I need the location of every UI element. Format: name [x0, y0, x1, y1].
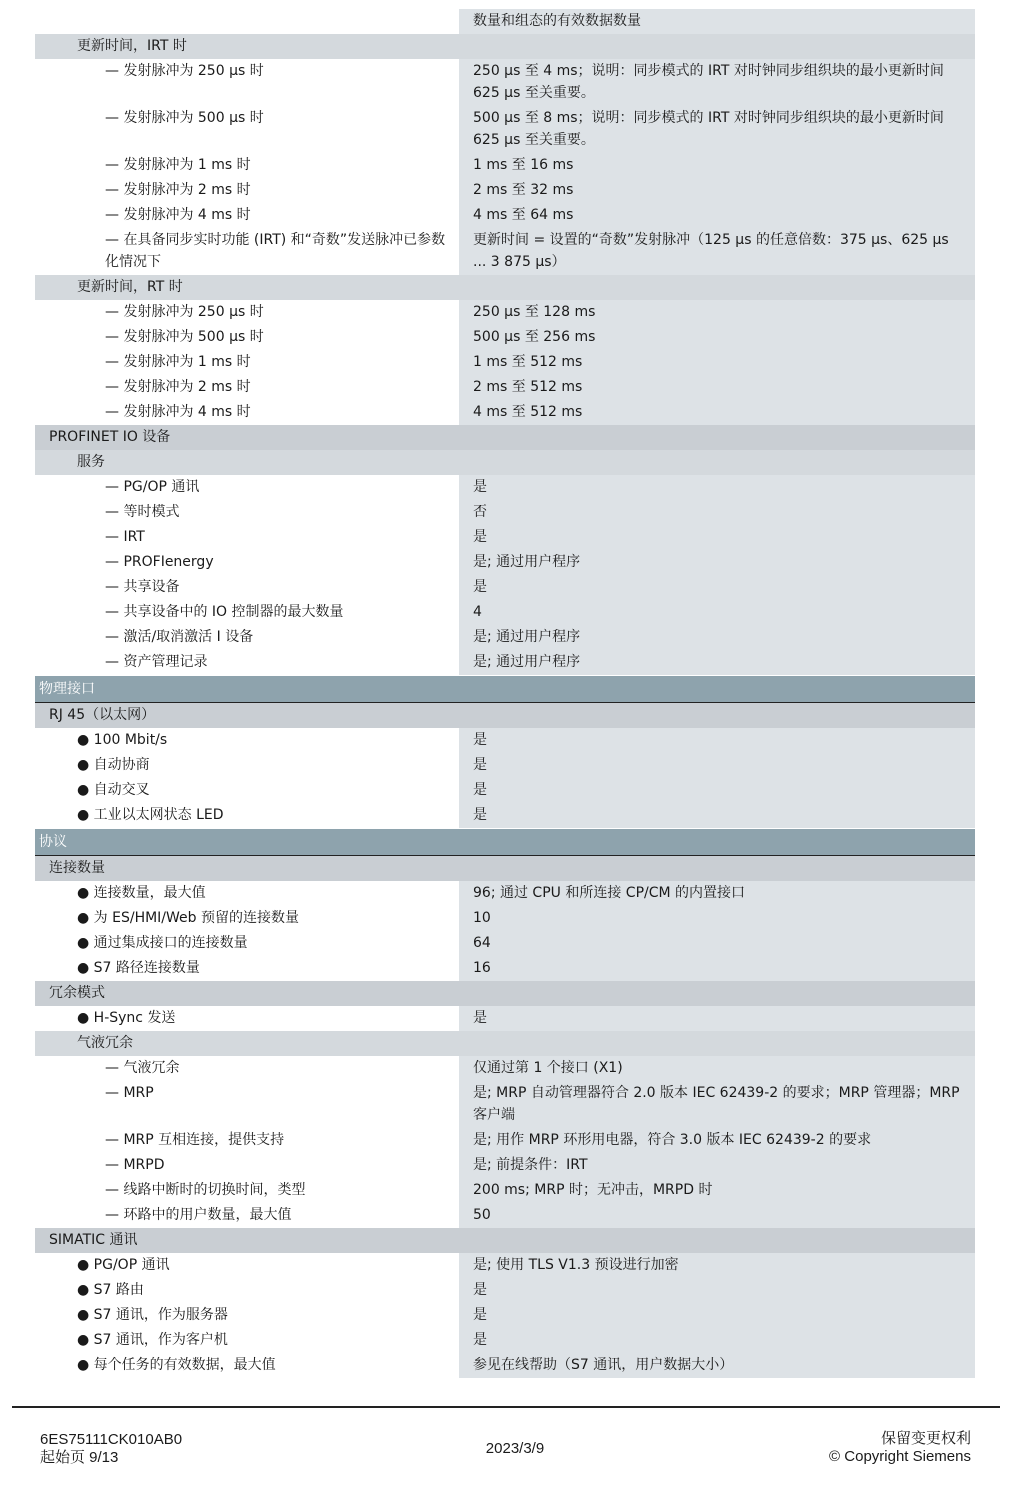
- spec-label: — IRT: [105, 529, 145, 545]
- spec-row: [35, 59, 975, 106]
- spec-row: [35, 203, 975, 228]
- spec-row: [35, 625, 975, 650]
- spec-value: 是: [459, 575, 975, 600]
- group-header: [35, 1228, 975, 1253]
- spec-row: [35, 9, 975, 34]
- spec-value: 4 ms 至 512 ms: [459, 400, 975, 425]
- group-header: [35, 856, 975, 881]
- footer-right: [829, 1430, 971, 1466]
- spec-value: 500 µs 至 256 ms: [459, 325, 975, 350]
- group-label: 服务: [77, 454, 105, 470]
- spec-row: [35, 325, 975, 350]
- spec-row: [35, 1128, 975, 1153]
- spec-label: [35, 9, 459, 34]
- copyright-notice: © Copyright Siemens: [829, 1448, 971, 1465]
- spec-label: ● 100 Mbit/s: [77, 732, 168, 748]
- spec-label: ● S7 路径连接数量: [77, 960, 200, 976]
- spec-value: 250 µs 至 4 ms；说明：同步模式的 IRT 对时钟同步组织块的最小更新时间 625 µs 至关重要。: [459, 59, 975, 106]
- spec-row: [35, 575, 975, 600]
- spec-label: — 激活/取消激活 I 设备: [105, 629, 254, 645]
- spec-label: — 发射脉冲为 250 µs 时: [105, 304, 264, 320]
- spec-row: [35, 1328, 975, 1353]
- spec-label: ● H-Sync 发送: [77, 1010, 176, 1026]
- spec-value: 更新时间 = 设置的“奇数”发射脉冲（125 µs 的任意倍数：375 µs、625 µs ... 3 875 µs）: [459, 228, 975, 275]
- spec-label: ● PG/OP 通讯: [77, 1257, 170, 1273]
- group-header: [35, 703, 975, 728]
- spec-row: [35, 228, 975, 275]
- spec-value: 参见在线帮助（S7 通讯，用户数据大小）: [459, 1353, 975, 1378]
- spec-label: — 线路中断时的切换时间，类型: [105, 1182, 306, 1198]
- spec-value: 是: [459, 1303, 975, 1328]
- subgroup-header: [35, 275, 975, 300]
- spec-value: 是: [459, 525, 975, 550]
- spec-value: 是; 前提条件：IRT: [459, 1153, 975, 1178]
- spec-value: 是; MRP 自动管理器符合 2.0 版本 IEC 62439-2 的要求；MRP 管理器；MRP 客户端: [459, 1081, 975, 1128]
- spec-label: — 共享设备: [105, 579, 180, 595]
- spec-row: [35, 803, 975, 828]
- spec-label: — 发射脉冲为 250 µs 时: [105, 63, 264, 79]
- spec-row: [35, 1006, 975, 1031]
- spec-value: 500 µs 至 8 ms；说明：同步模式的 IRT 对时钟同步组织块的最小更新时间 625 µs 至关重要。: [459, 106, 975, 153]
- section-header: 物理接口: [35, 676, 975, 703]
- spec-value: 64: [459, 931, 975, 956]
- spec-label: — 发射脉冲为 4 ms 时: [105, 404, 251, 420]
- spec-label: — 发射脉冲为 1 ms 时: [105, 354, 251, 370]
- spec-value: 1 ms 至 16 ms: [459, 153, 975, 178]
- group-header: [35, 425, 975, 450]
- spec-value: 250 µs 至 128 ms: [459, 300, 975, 325]
- spec-row: [35, 153, 975, 178]
- spec-value: 是: [459, 728, 975, 753]
- spec-value: 是; 通过用户程序: [459, 650, 975, 675]
- spec-value: 仅通过第 1 个接口 (X1): [459, 1056, 975, 1081]
- section-header: 协议: [35, 829, 975, 856]
- spec-row: [35, 475, 975, 500]
- spec-label: — 环路中的用户数量，最大值: [105, 1207, 292, 1223]
- spec-row: [35, 906, 975, 931]
- group-label: 更新时间，IRT 时: [77, 38, 187, 54]
- spec-label: — 共享设备中的 IO 控制器的最大数量: [105, 604, 344, 620]
- spec-value: 16: [459, 956, 975, 981]
- order-number: 6ES75111CK010AB0: [40, 1431, 183, 1448]
- spec-label: ● S7 通讯，作为客户机: [77, 1332, 228, 1348]
- spec-value: 是: [459, 803, 975, 828]
- spec-value: 是: [459, 475, 975, 500]
- spec-value: 是: [459, 753, 975, 778]
- spec-row: [35, 778, 975, 803]
- rights-notice: 保留变更权利: [880, 1430, 971, 1447]
- spec-value: 1 ms 至 512 ms: [459, 350, 975, 375]
- spec-label: — 发射脉冲为 1 ms 时: [105, 157, 251, 173]
- spec-value: 2 ms 至 512 ms: [459, 375, 975, 400]
- group-label: SIMATIC 通讯: [49, 1232, 138, 1248]
- group-label: RJ 45（以太网）: [49, 707, 156, 723]
- spec-label: ● 每个任务的有效数据，最大值: [77, 1357, 276, 1373]
- spec-value: 2 ms 至 32 ms: [459, 178, 975, 203]
- spec-label: ● S7 路由: [77, 1282, 144, 1298]
- spec-label: — 资产管理记录: [105, 654, 208, 670]
- subgroup-header: [35, 450, 975, 475]
- spec-label: — MRP: [105, 1085, 154, 1101]
- spec-label: — 发射脉冲为 4 ms 时: [105, 207, 251, 223]
- spec-value: 是; 通过用户程序: [459, 550, 975, 575]
- spec-row: [35, 1353, 975, 1378]
- spec-row: [35, 753, 975, 778]
- spec-row: [35, 1303, 975, 1328]
- spec-row: [35, 956, 975, 981]
- spec-label: ● S7 通讯，作为服务器: [77, 1307, 228, 1323]
- group-header: [35, 981, 975, 1006]
- spec-label: — 在具备同步实时功能 (IRT) 和“奇数”发送脉冲已参数化情况下: [105, 232, 446, 270]
- subgroup-header: [35, 34, 975, 59]
- spec-value: 数量和组态的有效数据数量: [459, 9, 975, 34]
- spec-row: [35, 525, 975, 550]
- spec-value: 是; 用作 MRP 环形用电器，符合 3.0 版本 IEC 62439-2 的要求: [459, 1128, 975, 1153]
- spec-value: 10: [459, 906, 975, 931]
- spec-label: ● 自动协商: [77, 757, 150, 773]
- spec-row: [35, 728, 975, 753]
- spec-row: [35, 1153, 975, 1178]
- spec-value: 否: [459, 500, 975, 525]
- spec-label: ● 工业以太网状态 LED: [77, 807, 224, 823]
- spec-value: 是: [459, 778, 975, 803]
- spec-value: 是: [459, 1328, 975, 1353]
- group-label: 冗余模式: [49, 985, 105, 1001]
- spec-row: [35, 1081, 975, 1128]
- spec-row: [35, 600, 975, 625]
- subgroup-header: [35, 1031, 975, 1056]
- spec-label: — MRPD: [105, 1157, 165, 1173]
- group-label: 更新时间，RT 时: [77, 279, 183, 295]
- group-label: PROFINET IO 设备: [49, 429, 171, 445]
- spec-value: 是; 通过用户程序: [459, 625, 975, 650]
- spec-label: ● 自动交叉: [77, 782, 150, 798]
- spec-value: 4 ms 至 64 ms: [459, 203, 975, 228]
- spec-label: — 发射脉冲为 2 ms 时: [105, 182, 251, 198]
- spec-row: [35, 400, 975, 425]
- group-label: 气液冗余: [77, 1035, 133, 1051]
- spec-row: [35, 106, 975, 153]
- spec-label: — PG/OP 通讯: [105, 479, 200, 495]
- spec-label: — 发射脉冲为 500 µs 时: [105, 110, 264, 126]
- spec-label: ● 通过集成接口的连接数量: [77, 935, 248, 951]
- spec-row: [35, 178, 975, 203]
- spec-label: — 发射脉冲为 2 ms 时: [105, 379, 251, 395]
- page-number: 起始页 9/13: [40, 1449, 119, 1466]
- spec-label: — 等时模式: [105, 504, 180, 520]
- spec-row: [35, 375, 975, 400]
- spec-value: 4: [459, 600, 975, 625]
- spec-row: [35, 550, 975, 575]
- spec-table: [35, 9, 975, 1378]
- spec-row: [35, 1203, 975, 1228]
- spec-row: [35, 300, 975, 325]
- spec-label: ● 连接数量，最大值: [77, 885, 206, 901]
- spec-label: — 气液冗余: [105, 1060, 180, 1076]
- group-label: 连接数量: [49, 860, 105, 876]
- spec-row: [35, 1056, 975, 1081]
- spec-row: [35, 1253, 975, 1278]
- spec-label: — PROFIenergy: [105, 554, 214, 570]
- spec-label: — 发射脉冲为 500 µs 时: [105, 329, 264, 345]
- spec-row: [35, 931, 975, 956]
- footer-date: 2023/3/9: [485, 1440, 545, 1457]
- spec-row: [35, 650, 975, 675]
- spec-value: 是: [459, 1006, 975, 1031]
- spec-value: 50: [459, 1203, 975, 1228]
- footer-divider: [12, 1406, 1000, 1408]
- spec-row: [35, 500, 975, 525]
- spec-value: 是; 使用 TLS V1.3 预设进行加密: [459, 1253, 975, 1278]
- spec-row: [35, 350, 975, 375]
- spec-value: 是: [459, 1278, 975, 1303]
- spec-row: [35, 1178, 975, 1203]
- spec-label: — MRP 互相连接，提供支持: [105, 1132, 285, 1148]
- spec-row: [35, 1278, 975, 1303]
- spec-row: [35, 881, 975, 906]
- spec-label: ● 为 ES/HMI/Web 预留的连接数量: [77, 910, 299, 926]
- spec-value: 96; 通过 CPU 和所连接 CP/CM 的内置接口: [459, 881, 975, 906]
- spec-value: 200 ms; MRP 时；无冲击，MRPD 时: [459, 1178, 975, 1203]
